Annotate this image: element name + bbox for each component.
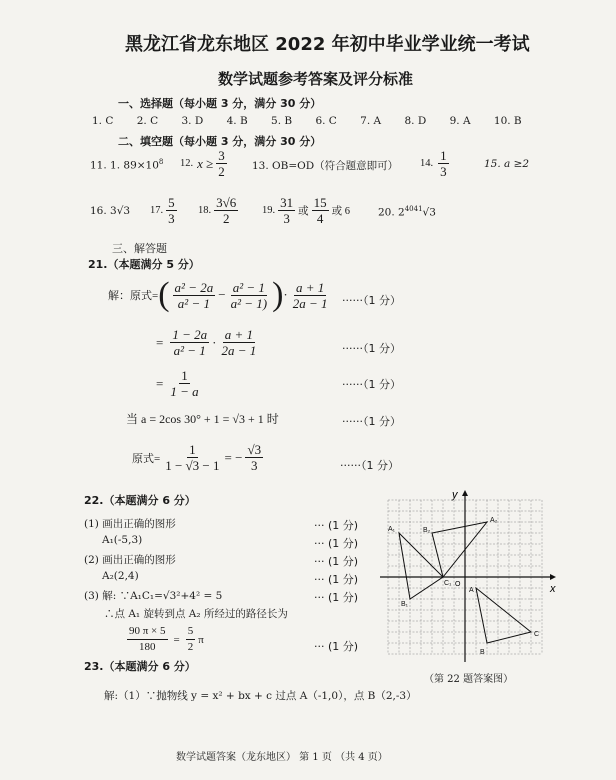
q21-f1c-den: 2a − 1	[292, 295, 328, 311]
answer-19-den2: 4	[316, 211, 324, 226]
q22-line7	[124, 624, 204, 655]
answer-2: 2. C	[136, 115, 159, 127]
label-a1: A₁	[388, 526, 396, 533]
q21-f1b-num: a² − 1	[232, 279, 265, 295]
q22-score2: ··· (1 分)	[314, 537, 359, 550]
section-heading-choice: 一、选择题（每小题 3 分，满分 30 分）	[118, 97, 322, 110]
q22-score4: ··· (1 分)	[314, 573, 359, 586]
answer-4: 4. B	[226, 115, 248, 127]
answer-12-label: 12.	[180, 158, 194, 169]
x-axis-arrow	[550, 574, 556, 580]
triangle-abc	[476, 588, 531, 643]
page-subtitle: 数学试题参考答案及评分标准	[218, 70, 414, 88]
answer-18	[198, 195, 241, 226]
answer-10: 10. B	[493, 115, 522, 127]
q22-score3: ··· (1 分)	[314, 555, 359, 568]
answer-17-num: 5	[168, 195, 175, 210]
q21-s5-den: 1 − √3 − 1	[165, 458, 220, 473]
q21-step2: = $\frac{1 - 2a}{\text{a² − 1}}$ · $\frac{a + 1}{2a - 1}$	[156, 327, 257, 358]
answer-9: 9. A	[449, 115, 471, 127]
q21-f1a-den: a² − 1	[177, 295, 210, 311]
answer-12-num: 3	[218, 148, 225, 163]
q21-score1: ······（1 分）	[342, 294, 401, 307]
answer-19-or2: 或 6	[331, 206, 350, 217]
q22-arc-eq: =	[173, 633, 180, 646]
q21-s2b-num: a + 1	[224, 327, 253, 342]
q22-line1: (1) 画出正确的图形	[84, 518, 176, 530]
q22-arc-rnum: 5	[186, 624, 196, 640]
q22-arc-num: 90 π × 5	[127, 624, 168, 640]
q23-line1: 解:（1）∵抛物线 y = x² + bx + c 过点 A（-1,0），点 B（2,-3）	[104, 690, 417, 702]
x-axis-label: x	[550, 583, 556, 595]
answer-20-tail: √3	[422, 206, 436, 219]
answer-11-exp: 8	[158, 158, 164, 166]
answer-20-label: 20. 2	[378, 206, 405, 219]
answer-7: 7. A	[360, 115, 382, 127]
answer-14	[420, 148, 452, 179]
q21-step5	[132, 442, 266, 473]
q21-s3-eq: =	[156, 375, 164, 391]
answer-20-exp: 4041	[404, 205, 423, 213]
section-heading-solve: 三、解答题	[112, 242, 167, 255]
q21-s5r-den: 3	[251, 458, 258, 473]
q21-s5-num: 1	[189, 442, 196, 457]
choice-answers	[92, 115, 522, 127]
q22-arc-rden: 2	[187, 641, 194, 653]
q21-step1: 解：原式= ( $\frac{\text{a² − 2a}}{\text{a² − 1}}$ − $\frac{\text{a² − 1}}{\text{a² − 1)}}$ ) · $\frac{a + 1}{2a - 1}$	[108, 276, 328, 313]
answer-13: 13. OB=OD（符合题意即可）	[252, 160, 399, 172]
triangle-a2b2c1	[432, 522, 487, 577]
answer-8: 8. D	[404, 115, 427, 127]
answer-1: 1. C	[92, 115, 114, 127]
q22-line3: (2) 画出正确的图形	[84, 554, 176, 566]
q21-s5-intro: 原式=	[132, 452, 161, 465]
answer-15: 15. a ≥2	[484, 158, 530, 170]
q21-s3-num: 1	[181, 368, 188, 383]
label-c1: C₁	[444, 580, 452, 587]
q22-score1: ··· (1 分)	[314, 519, 359, 532]
answer-14-label: 14.	[420, 158, 434, 169]
q22-title: 22.（本题满分 6 分）	[84, 494, 196, 507]
answer-18-label: 18.	[198, 205, 212, 216]
q22-caption: （第 22 题答案图）	[424, 674, 514, 685]
answer-6: 6. C	[315, 115, 337, 127]
answer-12	[180, 148, 230, 179]
label-b2: B₂	[423, 527, 431, 534]
q21-s2a-den: a² − 1	[173, 343, 206, 358]
q22-graph	[370, 488, 570, 668]
answer-19-num1: 31	[280, 195, 294, 210]
q22-line6: ∴点 A₁ 旋转到点 A₂ 所经过的路径长为	[104, 608, 288, 620]
q21-s5r-num: √3	[247, 442, 262, 457]
q22-line2: A₁(-5,3)	[102, 534, 143, 546]
page-title: 黑龙江省龙东地区 2022 年初中毕业学业统一考试	[125, 34, 530, 55]
y-axis-label: y	[452, 489, 458, 501]
answer-18-den: 2	[222, 211, 230, 226]
q22-line4: A₂(2,4)	[102, 570, 139, 582]
q22-score5: ··· (1 分)	[314, 591, 359, 604]
q22-score6: ··· (1 分)	[314, 640, 359, 653]
answer-18-num: 3√6	[216, 195, 237, 210]
page-footer: 数学试题答案（龙东地区） 第 1 页 （共 4 页）	[176, 752, 388, 763]
q21-f1c-num: a + 1	[295, 279, 325, 295]
q22-arc-pi: π	[198, 633, 204, 646]
answer-11-text: 11. 1. 89×10	[90, 159, 159, 172]
q21-score4: ······（1 分）	[342, 415, 401, 428]
label-b1: B₁	[401, 601, 409, 608]
answer-16: 16. 3√3	[90, 205, 131, 217]
q23-title: 23.（本题满分 6 分）	[84, 660, 196, 673]
answer-5: 5. B	[271, 115, 293, 127]
answer-14-num: 1	[440, 148, 447, 163]
q21-title: 21.（本题满分 5 分）	[88, 258, 200, 271]
q21-s3-den: 1 − a	[170, 384, 199, 399]
label-a: A	[469, 587, 474, 594]
section-heading-fill: 二、填空题（每小题 3 分，满分 30 分）	[118, 135, 322, 148]
q21-intro: 解：原式=	[108, 290, 159, 302]
answer-17	[150, 195, 180, 226]
answer-19-or1: 或	[298, 206, 309, 217]
origin-label: O	[455, 581, 461, 588]
answer-3: 3. D	[181, 115, 204, 127]
answer-12-den: 2	[218, 164, 225, 179]
answer-20	[378, 205, 436, 219]
answer-19-label: 19.	[262, 205, 276, 216]
label-a2: A₂	[490, 517, 498, 524]
q21-score5: ······（1 分）	[340, 459, 399, 472]
q21-step3	[156, 368, 204, 399]
q22-line5: (3) 解: ∵A₁C₁=√3²+4² = 5	[84, 590, 223, 602]
y-axis-arrow	[462, 490, 468, 496]
answer-17-den: 3	[168, 211, 175, 226]
label-b: B	[480, 649, 485, 656]
q21-score2: ······（1 分）	[342, 342, 401, 355]
q21-s2-eq: =	[156, 334, 164, 350]
q21-f1a-num: a² − 2a	[174, 279, 214, 295]
q22-arc-den: 180	[139, 641, 156, 653]
q21-s2b-den: 2a − 1	[221, 343, 257, 358]
q21-score3: ······（1 分）	[342, 378, 401, 391]
label-c: C	[534, 631, 540, 638]
answer-12-lhs: x ≥	[197, 155, 214, 171]
answer-17-label: 17.	[150, 205, 164, 216]
answer-19-num2: 15	[313, 195, 327, 210]
answer-19-den1: 3	[283, 211, 290, 226]
answer-14-den: 3	[440, 164, 447, 179]
q21-f1b-den: a² − 1)	[230, 295, 268, 311]
q21-s5-eq: = −	[224, 449, 243, 465]
answer-11	[90, 158, 163, 172]
q21-s2a-num: 1 − 2a	[172, 327, 208, 342]
q21-step4: 当 a = 2cos 30° + 1 = √3 + 1 时	[126, 412, 279, 426]
answer-19	[262, 195, 350, 226]
